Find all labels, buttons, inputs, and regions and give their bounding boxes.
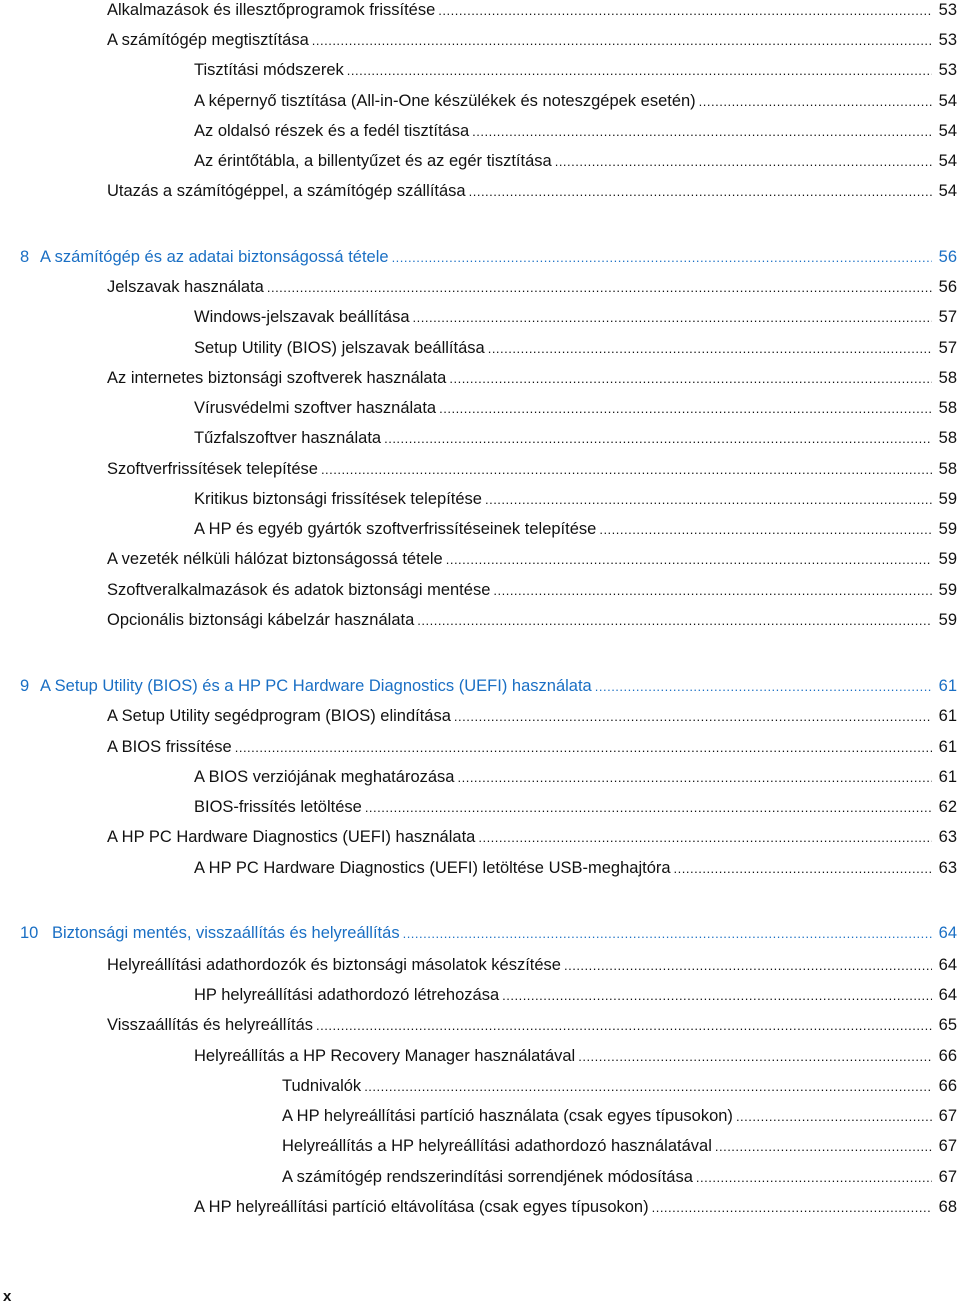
toc-entry[interactable] xyxy=(282,1072,957,1096)
chapter-number: 10 xyxy=(20,924,39,942)
toc-entry-page-number: 59 xyxy=(938,490,957,508)
toc-entry-page-number: 63 xyxy=(938,828,957,846)
toc-entry[interactable] xyxy=(194,1042,957,1066)
toc-entry-title: Helyreállítás a HP Recovery Manager használatával xyxy=(194,1047,576,1065)
dot-leader xyxy=(469,184,932,198)
toc-entry-title: Az oldalsó részek és a fedél tisztítása xyxy=(194,122,470,140)
toc-entry-title: Tűzfalszoftver használata xyxy=(194,429,382,447)
toc-entry[interactable] xyxy=(194,147,957,171)
toc-entry[interactable] xyxy=(194,334,957,358)
toc-entry[interactable] xyxy=(107,0,957,20)
dot-leader xyxy=(696,1170,932,1184)
toc-entry-page-number: 61 xyxy=(938,677,957,695)
toc-entry-page-number: 56 xyxy=(938,278,957,296)
toc-entry[interactable] xyxy=(282,1132,957,1156)
toc-entry-title: Vírusvédelmi szoftver használata xyxy=(194,399,437,417)
toc-chapter-entry[interactable] xyxy=(20,243,957,267)
toc-entry-page-number: 57 xyxy=(938,308,957,326)
toc-entry-title: Szoftveralkalmazások és adatok biztonsági mentése xyxy=(107,581,491,599)
toc-entry[interactable] xyxy=(194,981,957,1005)
toc-entry-title: A HP és egyéb gyártók szoftverfrissítéseinek telepítése xyxy=(194,520,597,538)
dot-leader xyxy=(674,861,932,875)
toc-entry-title: Helyreállítás a HP helyreállítási adathordozó használatával xyxy=(282,1137,712,1155)
toc-entry-title: BIOS-frissítés letöltése xyxy=(194,798,362,816)
toc-entry[interactable] xyxy=(194,56,957,80)
toc-entry-title: A számítógép rendszerindítási sorrendjének módosítása xyxy=(282,1168,693,1186)
toc-entry-page-number: 61 xyxy=(938,738,957,756)
dot-leader xyxy=(316,1018,932,1032)
toc-entry-page-number: 53 xyxy=(938,61,957,79)
dot-leader xyxy=(652,1200,932,1214)
dot-leader xyxy=(392,250,932,264)
dot-leader xyxy=(478,830,932,844)
dot-leader xyxy=(485,492,932,506)
toc-entry[interactable] xyxy=(194,793,957,817)
toc-entry-page-number: 61 xyxy=(938,768,957,786)
dot-leader xyxy=(457,770,932,784)
toc-entry-title: Alkalmazások és illesztőprogramok frissítése xyxy=(107,1,436,19)
toc-entry[interactable] xyxy=(107,455,957,479)
toc-entry[interactable] xyxy=(194,87,957,111)
toc-entry-page-number: 57 xyxy=(938,339,957,357)
toc-entry[interactable] xyxy=(194,854,957,878)
toc-entry-page-number: 56 xyxy=(938,248,957,266)
toc-entry-title: A HP helyreállítási partíció használata (csak egyes típusokon) xyxy=(282,1107,733,1125)
toc-entry-title: Helyreállítási adathordozók és biztonsági másolatok készítése xyxy=(107,956,561,974)
toc-entry[interactable] xyxy=(194,394,957,418)
dot-leader xyxy=(267,280,932,294)
toc-entry[interactable] xyxy=(194,763,957,787)
toc-entry-title: Kritikus biztonsági frissítések telepítése xyxy=(194,490,482,508)
toc-entry[interactable] xyxy=(107,273,957,297)
dot-leader xyxy=(312,33,932,47)
toc-entry-title: Az érintőtábla, a billentyűzet és az egér tisztítása xyxy=(194,152,552,170)
toc-entry-title: A BIOS frissítése xyxy=(107,738,232,756)
toc-entry-page-number: 59 xyxy=(938,520,957,538)
toc-entry-page-number: 66 xyxy=(938,1077,957,1095)
toc-entry[interactable] xyxy=(107,1011,957,1035)
dot-leader xyxy=(493,583,932,597)
toc-entry-title: A számítógép és az adatai biztonságossá tétele xyxy=(40,248,389,266)
dot-leader xyxy=(555,154,932,168)
dot-leader xyxy=(502,988,932,1002)
dot-leader xyxy=(235,740,932,754)
toc-entry-title: A HP PC Hardware Diagnostics (UEFI) használata xyxy=(107,828,476,846)
toc-entry-page-number: 66 xyxy=(938,1047,957,1065)
toc-entry-title: Biztonsági mentés, visszaállítás és helyreállítás xyxy=(52,924,400,942)
dot-leader xyxy=(578,1049,932,1063)
toc-entry-page-number: 58 xyxy=(938,369,957,387)
toc-entry-page-number: 54 xyxy=(938,182,957,200)
dot-leader xyxy=(472,124,932,138)
toc-entry[interactable] xyxy=(107,364,957,388)
toc-entry-title: Setup Utility (BIOS) jelszavak beállítása xyxy=(194,339,485,357)
dot-leader xyxy=(438,3,932,17)
toc-entry[interactable] xyxy=(107,823,957,847)
toc-entry-title: Az internetes biztonsági szoftverek használata xyxy=(107,369,447,387)
dot-leader xyxy=(364,1079,932,1093)
toc-entry-page-number: 62 xyxy=(938,798,957,816)
dot-leader xyxy=(347,63,932,77)
dot-leader xyxy=(595,679,932,693)
toc-entry-page-number: 53 xyxy=(938,1,957,19)
toc-entry-page-number: 67 xyxy=(938,1107,957,1125)
dot-leader xyxy=(449,371,932,385)
toc-entry-page-number: 63 xyxy=(938,859,957,877)
toc-entry-title: Jelszavak használata xyxy=(107,278,264,296)
dot-leader xyxy=(446,552,932,566)
toc-entry-title: A képernyő tisztítása (All-in-One készülékek és noteszgépek esetén) xyxy=(194,92,696,110)
toc-entry-title: Utazás a számítógéppel, a számítógép szállítása xyxy=(107,182,466,200)
toc-entry-page-number: 67 xyxy=(938,1137,957,1155)
toc-entry-title: A HP helyreállítási partíció eltávolítása (csak egyes típusokon) xyxy=(194,1198,649,1216)
toc-entry-title: Tisztítási módszerek xyxy=(194,61,344,79)
chapter-number: 9 xyxy=(20,677,30,695)
toc-entry[interactable] xyxy=(107,733,957,757)
toc-entry-page-number: 67 xyxy=(938,1168,957,1186)
toc-entry-page-number: 61 xyxy=(938,707,957,725)
toc-entry-title: A HP PC Hardware Diagnostics (UEFI) letöltése USB-meghajtóra xyxy=(194,859,671,877)
toc-entry-title: Tudnivalók xyxy=(282,1077,362,1095)
toc-entry-title: Opcionális biztonsági kábelzár használata xyxy=(107,611,415,629)
dot-leader xyxy=(454,709,932,723)
dot-leader xyxy=(564,958,932,972)
dot-leader xyxy=(488,341,932,355)
toc-entry-title: A Setup Utility (BIOS) és a HP PC Hardware Diagnostics (UEFI) használata xyxy=(40,677,592,695)
toc-entry-title: HP helyreállítási adathordozó létrehozása xyxy=(194,986,500,1004)
page-number-footer: x xyxy=(3,1288,12,1305)
dot-leader xyxy=(439,401,932,415)
toc-entry[interactable] xyxy=(107,26,957,50)
toc-entry[interactable] xyxy=(107,545,957,569)
toc-entry-title: Visszaállítás és helyreállítás xyxy=(107,1016,314,1034)
chapter-number: 8 xyxy=(20,248,30,266)
toc-entry-page-number: 64 xyxy=(938,986,957,1004)
toc-entry[interactable] xyxy=(194,303,957,327)
toc-entry-page-number: 53 xyxy=(938,31,957,49)
toc-entry-title: Szoftverfrissítések telepítése xyxy=(107,460,318,478)
toc-chapter-entry[interactable] xyxy=(20,672,957,696)
toc-entry-page-number: 64 xyxy=(938,924,957,942)
toc-entry-page-number: 58 xyxy=(938,399,957,417)
toc-entry-page-number: 58 xyxy=(938,460,957,478)
dot-leader xyxy=(417,613,932,627)
toc-entry[interactable] xyxy=(194,485,957,509)
toc-entry[interactable] xyxy=(107,951,957,975)
toc-entry[interactable] xyxy=(194,515,957,539)
toc-entry-page-number: 54 xyxy=(938,152,957,170)
toc-entry-title: A BIOS verziójának meghatározása xyxy=(194,768,455,786)
toc-entry-page-number: 65 xyxy=(938,1016,957,1034)
toc-entry-title: A Setup Utility segédprogram (BIOS) elindítása xyxy=(107,707,451,725)
toc-entry-page-number: 54 xyxy=(938,122,957,140)
toc-entry-page-number: 59 xyxy=(938,581,957,599)
dot-leader xyxy=(699,94,932,108)
dot-leader xyxy=(715,1139,932,1153)
toc-chapter-entry[interactable] xyxy=(20,919,957,943)
dot-leader xyxy=(413,310,932,324)
toc-entry-title: A vezeték nélküli hálózat biztonságossá tétele xyxy=(107,550,443,568)
dot-leader xyxy=(384,431,932,445)
toc-entry-page-number: 68 xyxy=(938,1198,957,1216)
toc-entry[interactable] xyxy=(282,1102,957,1126)
toc-entry-page-number: 59 xyxy=(938,550,957,568)
toc-entry[interactable] xyxy=(107,702,957,726)
dot-leader xyxy=(736,1109,932,1123)
toc-entry[interactable] xyxy=(194,424,957,448)
toc-entry[interactable] xyxy=(194,117,957,141)
toc-entry-page-number: 59 xyxy=(938,611,957,629)
dot-leader xyxy=(321,462,932,476)
toc-entry-page-number: 64 xyxy=(938,956,957,974)
dot-leader xyxy=(365,800,932,814)
dot-leader xyxy=(599,522,932,536)
toc-entry[interactable] xyxy=(194,1193,957,1217)
toc-entry-title: Windows-jelszavak beállítása xyxy=(194,308,410,326)
toc-entry[interactable] xyxy=(107,177,957,201)
toc-entry-page-number: 54 xyxy=(938,92,957,110)
toc-entry[interactable] xyxy=(282,1163,957,1187)
toc-entry[interactable] xyxy=(107,576,957,600)
toc-entry-title: A számítógép megtisztítása xyxy=(107,31,309,49)
toc-entry[interactable] xyxy=(107,606,957,630)
dot-leader xyxy=(403,926,932,940)
toc-entry-page-number: 58 xyxy=(938,429,957,447)
